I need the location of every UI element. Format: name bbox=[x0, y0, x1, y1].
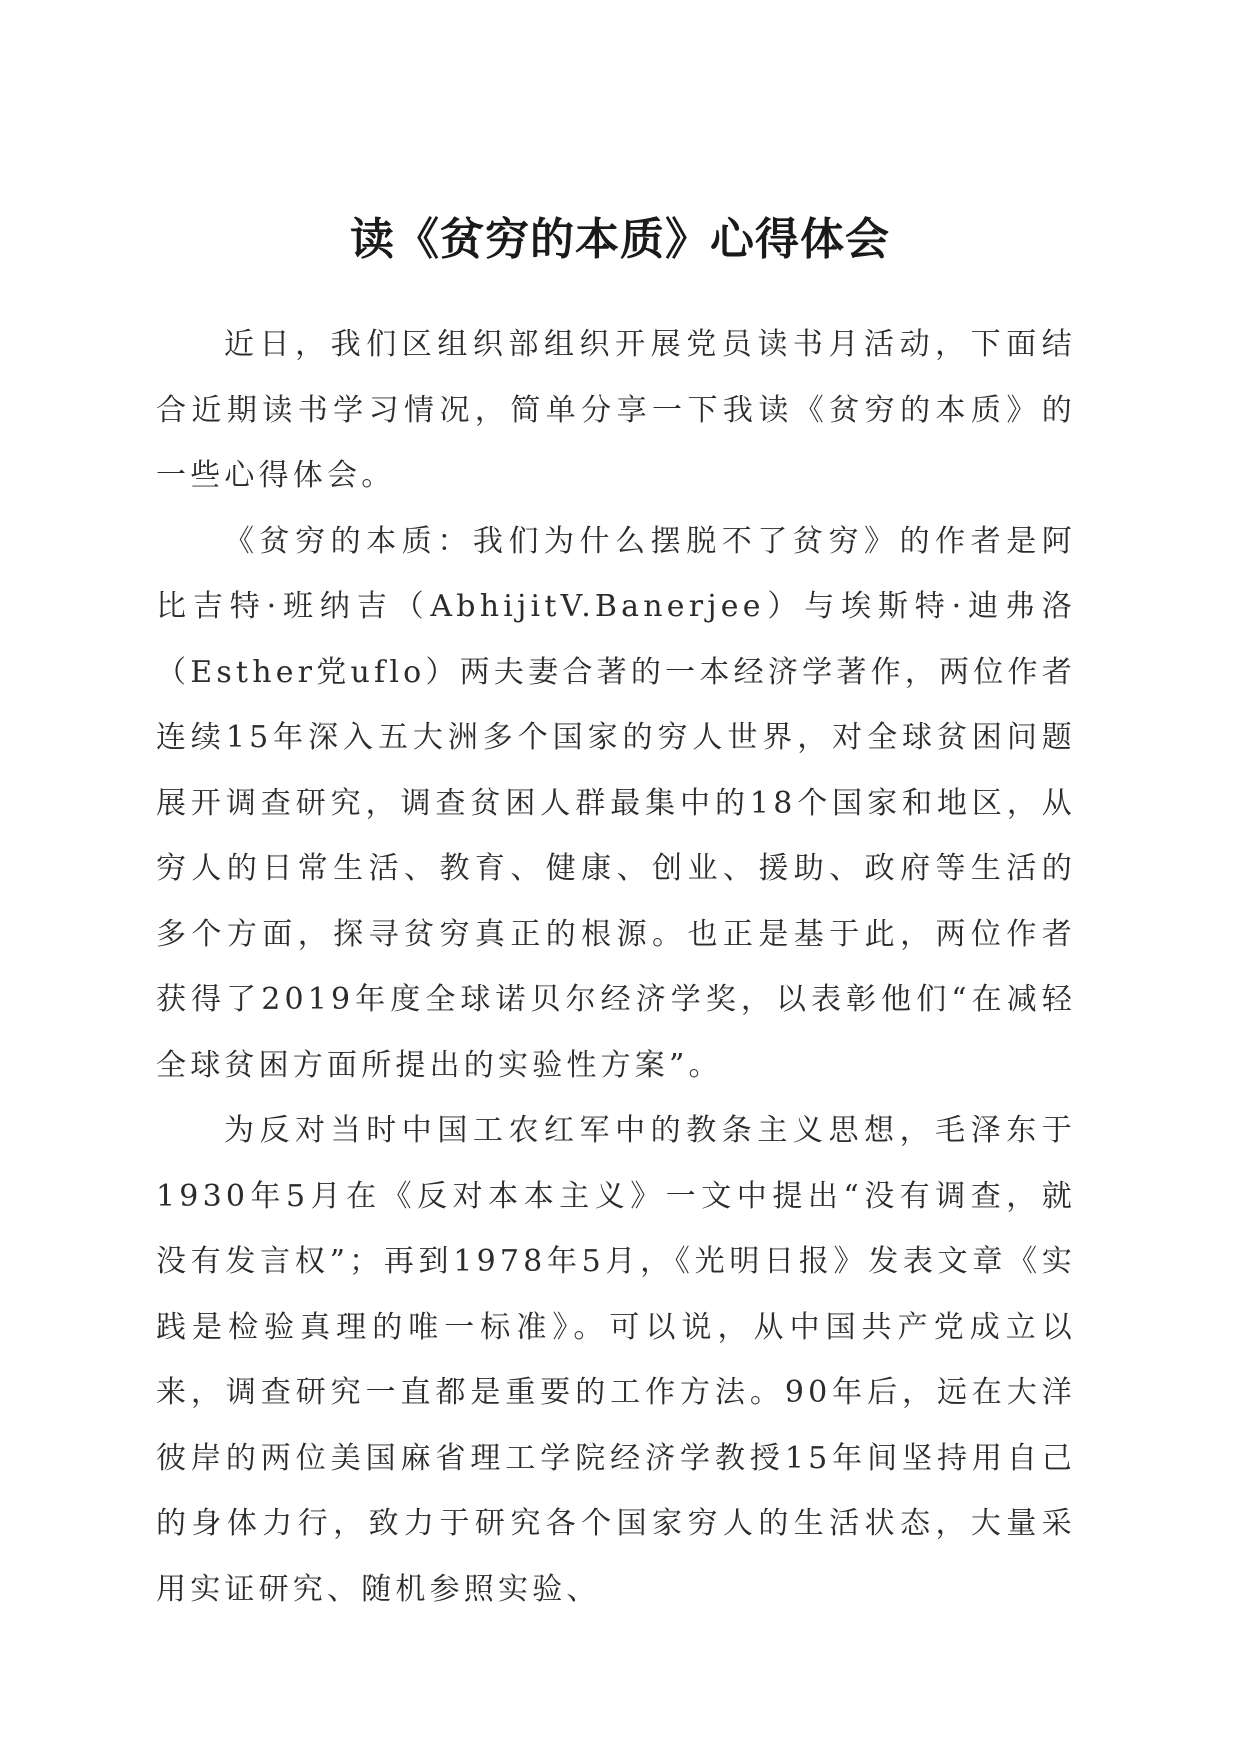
document-title: 读《贫穷的本质》心得体会 bbox=[350, 214, 890, 265]
paragraph-2: 《贫穷的本质：我们为什么摆脱不了贫穷》的作者是阿比吉特·班纳吉（AbhijitV.Banerjee）与埃斯特·迪弗洛（Esther党uflo）两夫妻合著的一本经济学著作，两位作者连续15年深入五大洲多个国家的穷人世界，对全球贫困问题展开调查研究，调查贫困人群最集中的18个国家和地区，从穷人的日常生活、教育、健康、创业、援助、政府等生活的多个方面，探寻贫穷真正的根源。也正是基于此，两位作者获得了2019年度全球诺贝尔经济学奖，以表彰他们“在减轻全球贫困方面所提出的实验性方案”。 bbox=[156, 523, 1076, 1083]
paragraph-3: 为反对当时中国工农红军中的教条主义思想，毛泽东于1930年5月在《反对本本主义》一文中提出“没有调查，就没有发言权”；再到1978年5月，《光明日报》发表文章《实践是检验真理的唯一标准》。可以说，从中国共产党成立以来，调查研究一直都是重要的工作方法。90年后，远在大洋彼岸的两位美国麻省理工学院经济学教授15年间坚持用自己的身体力行，致力于研究各个国家穷人的生活状态，大量采用实证研究、随机参照实验、 bbox=[156, 1113, 1076, 1607]
paragraph-1: 近日，我们区组织部组织开展党员读书月活动，下面结合近期读书学习情况，简单分享一下我读《贫穷的本质》的一些心得体会。 bbox=[156, 327, 1076, 493]
document-body bbox=[156, 312, 1076, 1622]
